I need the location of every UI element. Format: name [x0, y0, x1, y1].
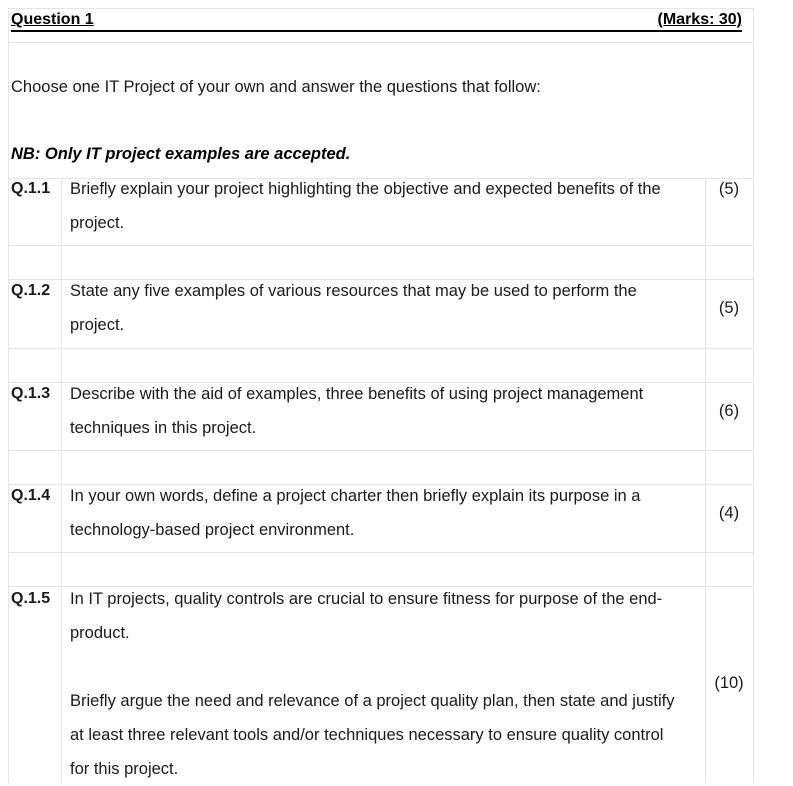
- question-line: In IT projects, quality controls are crucial to ensure fitness for purpose of the end-: [70, 590, 663, 608]
- question-number: Q.1.4: [11, 487, 51, 504]
- question-line: product.: [70, 624, 130, 642]
- question-line: State any five examples of various resources that may be used to perform the: [70, 282, 637, 300]
- question-text: [70, 582, 700, 786]
- row-divider: [8, 552, 753, 553]
- table-border-left: [8, 8, 9, 783]
- question-line: techniques in this project.: [70, 419, 257, 437]
- table-divider-number-column: [61, 178, 62, 783]
- question-marks: (4): [718, 504, 740, 522]
- question-line: at least three relevant tools and/or techniques necessary to ensure quality control: [70, 726, 664, 744]
- question-number: Q.1.2: [11, 282, 51, 299]
- question-line: technology-based project environment.: [70, 521, 355, 539]
- question-marks: (6): [718, 402, 740, 420]
- row-divider: [8, 450, 753, 451]
- note-text: NB: Only IT project examples are accepted.: [11, 145, 351, 163]
- question-line: project.: [70, 316, 125, 334]
- question-number: Q.1.1: [11, 180, 51, 197]
- question-text: [70, 172, 700, 240]
- question-line: project.: [70, 214, 125, 232]
- table-border-top: [8, 8, 753, 9]
- question-marks: (5): [718, 180, 740, 198]
- table-border-right: [753, 8, 754, 783]
- question-line: Briefly explain your project highlighting the objective and expected benefits of the: [70, 180, 661, 198]
- total-marks: (Marks: 30): [657, 11, 742, 28]
- row-divider: [8, 348, 753, 349]
- row-divider: [8, 42, 753, 43]
- question-marks: (5): [718, 299, 740, 317]
- question-header: [11, 10, 742, 32]
- question-line: Briefly argue the need and relevance of a project quality plan, then state and justify: [70, 692, 675, 710]
- question-number: Q.1.5: [11, 590, 51, 607]
- row-divider: [8, 245, 753, 246]
- question-marks: (10): [714, 674, 744, 692]
- question-title: Question 1: [11, 11, 94, 28]
- question-line: for this project.: [70, 760, 179, 778]
- question-number: Q.1.3: [11, 385, 51, 402]
- question-text: [70, 274, 700, 342]
- question-line: In your own words, define a project charter then briefly explain its purpose in a: [70, 487, 641, 505]
- question-line: [70, 650, 700, 684]
- question-line: Describe with the aid of examples, three benefits of using project management: [70, 385, 644, 403]
- instructions-text: Choose one IT Project of your own and answer the questions that follow:: [11, 78, 541, 96]
- question-text: [70, 377, 700, 445]
- question-text: [70, 479, 700, 547]
